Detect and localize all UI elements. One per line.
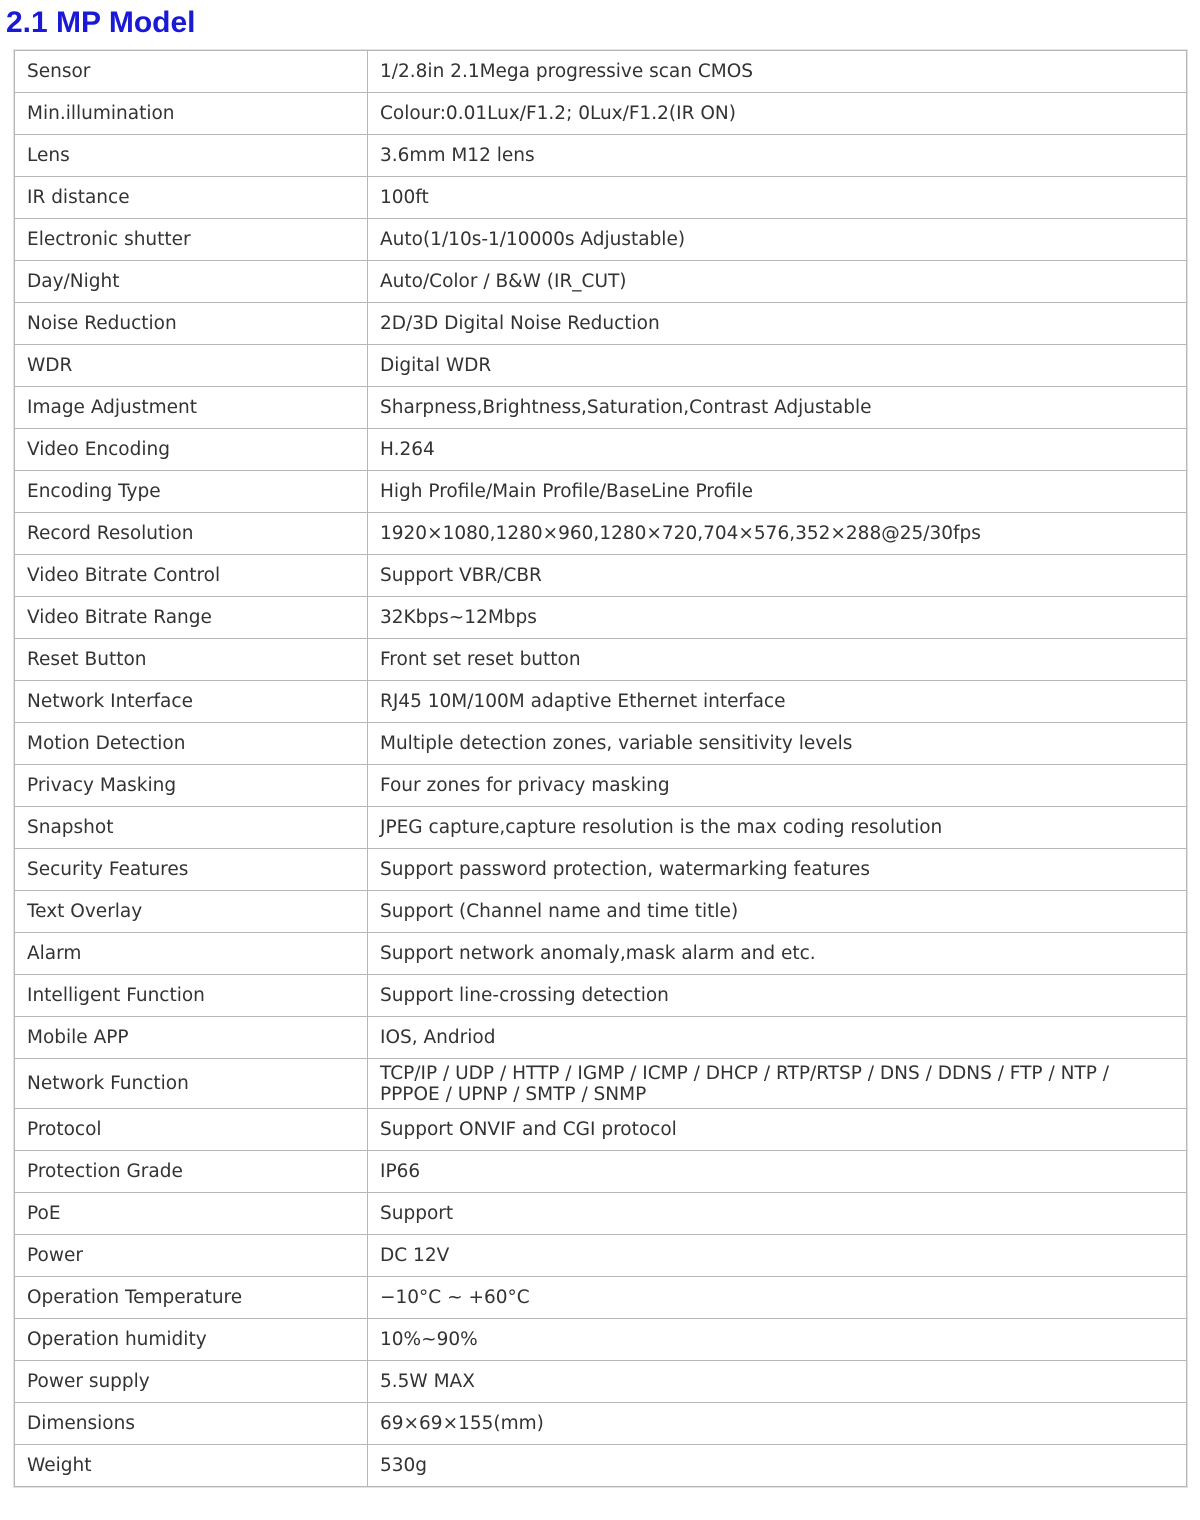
table-row [15,849,1187,891]
spec-label: Min.illumination [15,93,368,135]
table-row [15,1403,1187,1445]
spec-label: Day/Night [15,261,368,303]
spec-value: TCP/IP / UDP / HTTP / IGMP / ICMP / DHCP / RTP/RTSP / DNS / DDNS / FTP / NTP / PPPOE / UPNP / SMTP / SNMP [368,1059,1187,1109]
table-row [15,891,1187,933]
spec-value: Digital WDR [368,345,1187,387]
spec-label: Operation Temperature [15,1277,368,1319]
spec-label: WDR [15,345,368,387]
table-row [15,513,1187,555]
spec-label: Sensor [15,51,368,93]
table-row [15,471,1187,513]
spec-label: PoE [15,1193,368,1235]
table-row [15,1235,1187,1277]
spec-label: Operation humidity [15,1319,368,1361]
spec-label: Snapshot [15,807,368,849]
spec-value: 3.6mm M12 lens [368,135,1187,177]
spec-label: Video Encoding [15,429,368,471]
spec-value: H.264 [368,429,1187,471]
spec-value: DC 12V [368,1235,1187,1277]
table-row [15,93,1187,135]
spec-label: Security Features [15,849,368,891]
table-row [15,1017,1187,1059]
spec-value: Front set reset button [368,639,1187,681]
spec-value: RJ45 10M/100M adaptive Ethernet interface [368,681,1187,723]
spec-value: Support network anomaly,mask alarm and etc. [368,933,1187,975]
table-row [15,1193,1187,1235]
spec-value: Colour:0.01Lux/F1.2; 0Lux/F1.2(IR ON) [368,93,1187,135]
table-row [15,1319,1187,1361]
spec-value: 32Kbps~12Mbps [368,597,1187,639]
table-row [15,1151,1187,1193]
spec-label: Lens [15,135,368,177]
spec-label: Text Overlay [15,891,368,933]
spec-label: Network Interface [15,681,368,723]
table-row [15,1277,1187,1319]
spec-value: Sharpness,Brightness,Saturation,Contrast Adjustable [368,387,1187,429]
spec-label: Motion Detection [15,723,368,765]
spec-label: Electronic shutter [15,219,368,261]
spec-label: Mobile APP [15,1017,368,1059]
table-row [15,261,1187,303]
spec-value: Support line-crossing detection [368,975,1187,1017]
spec-label: Alarm [15,933,368,975]
table-row [15,135,1187,177]
spec-value: 530g [368,1445,1187,1487]
spec-value: −10°C ~ +60°C [368,1277,1187,1319]
table-row [15,1059,1187,1109]
spec-label: Video Bitrate Control [15,555,368,597]
table-row [15,639,1187,681]
table-row [15,765,1187,807]
spec-value: Support VBR/CBR [368,555,1187,597]
spec-table [14,50,1187,1487]
spec-value: 69×69×155(mm) [368,1403,1187,1445]
spec-label: Network Function [15,1059,368,1109]
spec-label: Noise Reduction [15,303,368,345]
table-row [15,681,1187,723]
spec-value: Support [368,1193,1187,1235]
table-row [15,723,1187,765]
table-row [15,1361,1187,1403]
table-row [15,933,1187,975]
spec-value: Auto/Color / B&W (IR_CUT) [368,261,1187,303]
table-row [15,303,1187,345]
spec-label: Record Resolution [15,513,368,555]
page-title: 2.1 MP Model [6,6,196,39]
spec-value: Multiple detection zones, variable sensitivity levels [368,723,1187,765]
spec-value: Four zones for privacy masking [368,765,1187,807]
spec-value: 5.5W MAX [368,1361,1187,1403]
table-row [15,1445,1187,1487]
spec-label: Protection Grade [15,1151,368,1193]
spec-label: Power supply [15,1361,368,1403]
table-row [15,51,1187,93]
table-row [15,219,1187,261]
spec-label: Image Adjustment [15,387,368,429]
spec-value: Auto(1/10s-1/10000s Adjustable) [368,219,1187,261]
spec-label: Video Bitrate Range [15,597,368,639]
spec-value: 1920×1080,1280×960,1280×720,704×576,352×288@25/30fps [368,513,1187,555]
spec-value: Support password protection, watermarking features [368,849,1187,891]
spec-label: Protocol [15,1109,368,1151]
table-row [15,975,1187,1017]
table-row [15,807,1187,849]
table-row [15,387,1187,429]
spec-value: 100ft [368,177,1187,219]
spec-label: Dimensions [15,1403,368,1445]
table-row [15,597,1187,639]
table-row [15,1109,1187,1151]
spec-label: IR distance [15,177,368,219]
spec-label: Power [15,1235,368,1277]
spec-value: IOS, Andriod [368,1017,1187,1059]
spec-label: Weight [15,1445,368,1487]
table-row [15,345,1187,387]
spec-value: 2D/3D Digital Noise Reduction [368,303,1187,345]
spec-label: Reset Button [15,639,368,681]
spec-value: IP66 [368,1151,1187,1193]
spec-value: Support ONVIF and CGI protocol [368,1109,1187,1151]
spec-value: High Profile/Main Profile/BaseLine Profile [368,471,1187,513]
spec-label: Privacy Masking [15,765,368,807]
spec-label: Encoding Type [15,471,368,513]
spec-label: Intelligent Function [15,975,368,1017]
spec-value: 1/2.8in 2.1Mega progressive scan CMOS [368,51,1187,93]
spec-value: JPEG capture,capture resolution is the max coding resolution [368,807,1187,849]
spec-value: Support (Channel name and time title) [368,891,1187,933]
table-row [15,429,1187,471]
spec-value: 10%~90% [368,1319,1187,1361]
table-row [15,555,1187,597]
table-row [15,177,1187,219]
